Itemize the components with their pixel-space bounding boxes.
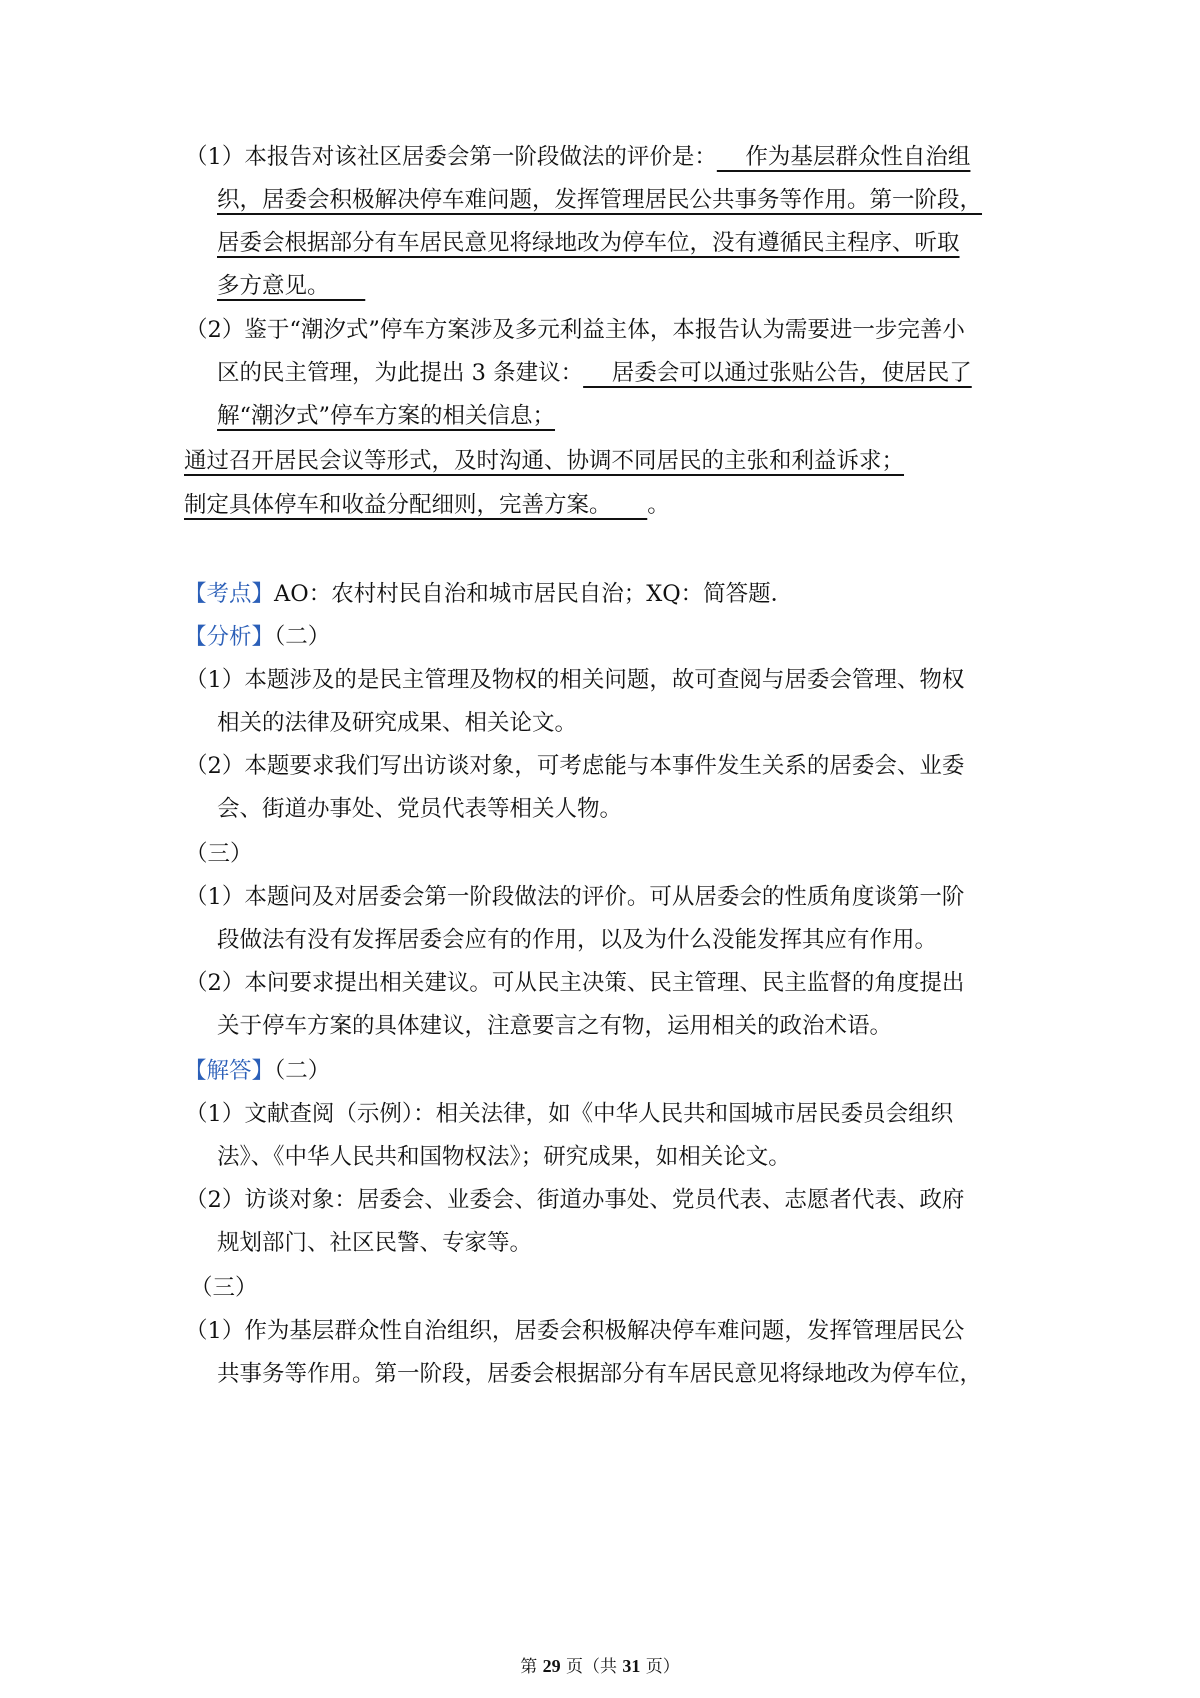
jieda-label: 【解答】 bbox=[184, 1058, 275, 1084]
page-total: 31 bbox=[622, 1656, 641, 1676]
page-footer: 第 29 页（共 31 页） bbox=[520, 1656, 680, 1677]
q3-item2-line1: （2）鉴于“潮汐式”停车方案涉及多元利益主体，本报告认为需要进一步完善小 bbox=[185, 317, 965, 343]
kaodian-label: 【考点】 bbox=[184, 581, 275, 607]
fenxi-p2-item2-line1: （2）本题要求我们写出访谈对象，可考虑能与本事件发生关系的居委会、业委 bbox=[185, 753, 965, 779]
answer-underline: 居委会可以通过张贴公告，使居民了 bbox=[583, 360, 972, 386]
q3-item1-line2: 织，居委会积极解决停车难问题，发挥管理居民公共事务等作用。第一阶段， bbox=[217, 187, 983, 213]
kaodian-line bbox=[184, 579, 793, 609]
q3-item2-line3: 解“潮汐式”停车方案的相关信息； bbox=[217, 403, 556, 429]
fenxi-part3-heading: （三） bbox=[185, 841, 253, 867]
q3-item1-line4: 多方意见。 bbox=[217, 273, 366, 299]
jieda-item2-line1: （2）访谈对象：居委会、业委会、街道办事处、党员代表、志愿者代表、政府 bbox=[185, 1187, 965, 1213]
fenxi-p2-item2-line2: 会、街道办事处、党员代表等相关人物。 bbox=[217, 796, 623, 822]
fenxi-line: 【分析】（二） bbox=[184, 624, 331, 650]
q3-item2-line4: 通过召开居民会议等形式，及时沟通、协调不同居民的主张和利益诉求； bbox=[184, 448, 905, 474]
jieda-line: 【解答】（二） bbox=[184, 1058, 331, 1084]
q3-item1-line3: 居委会根据部分有车居民意见将绿地改为停车位，没有遵循民主程序、听取 bbox=[217, 230, 960, 256]
fenxi-p3-item1-line1: （1）本题问及对居委会第一阶段做法的评价。可从居委会的性质角度谈第一阶 bbox=[185, 884, 965, 910]
fenxi-p2-item1-line1: （1）本题涉及的是民主管理及物权的相关问题，故可查阅与居委会管理、物权 bbox=[185, 667, 965, 693]
answer-underline: 作为基层群众性自治组 bbox=[716, 144, 971, 170]
q3-item2-line2: 区的民主管理，为此提出 3 条建议： 居委会可以通过张贴公告，使居民了 bbox=[217, 360, 972, 386]
q3-item2-line5: 制定具体停车和收益分配细则，完善方案。 。 bbox=[184, 492, 670, 518]
jieda-part3-heading: （三） bbox=[190, 1275, 258, 1301]
q3-item1-line1: （1）本报告对该社区居委会第一阶段做法的评价是： 作为基层群众性自治组 bbox=[185, 144, 971, 170]
fenxi-p3-item1-line2: 段做法有没有发挥居委会应有的作用，以及为什么没能发挥其应有作用。 bbox=[217, 927, 938, 953]
fenxi-p2-item1-line2: 相关的法律及研究成果、相关论文。 bbox=[217, 710, 578, 736]
jieda-item1-line1: （1）文献查阅（示例）：相关法律，如《中华人民共和国城市居民委员会组织 bbox=[185, 1101, 954, 1127]
jieda-item1-line2: 法》、《中华人民共和国物权法》；研究成果，如相关论文。 bbox=[217, 1144, 791, 1170]
fenxi-label: 【分析】 bbox=[184, 624, 275, 650]
kaodian-text: AO：农村村民自治和城市居民自治；XQ：简答题． bbox=[274, 581, 794, 607]
page-number: 29 bbox=[542, 1656, 561, 1676]
fenxi-p3-item2-line1: （2）本问要求提出相关建议。可从民主决策、民主管理、民主监督的角度提出 bbox=[185, 970, 965, 996]
fenxi-p3-item2-line2: 关于停车方案的具体建议，注意要言之有物，运用相关的政治术语。 bbox=[217, 1013, 893, 1039]
jieda-p3-item1-line2: 共事务等作用。第一阶段，居委会根据部分有车居民意见将绿地改为停车位， bbox=[217, 1361, 983, 1387]
jieda-p3-item1-line1: （1）作为基层群众性自治组织，居委会积极解决停车难问题，发挥管理居民公 bbox=[185, 1318, 965, 1344]
jieda-item2-line2: 规划部门、社区民警、专家等。 bbox=[217, 1230, 533, 1256]
